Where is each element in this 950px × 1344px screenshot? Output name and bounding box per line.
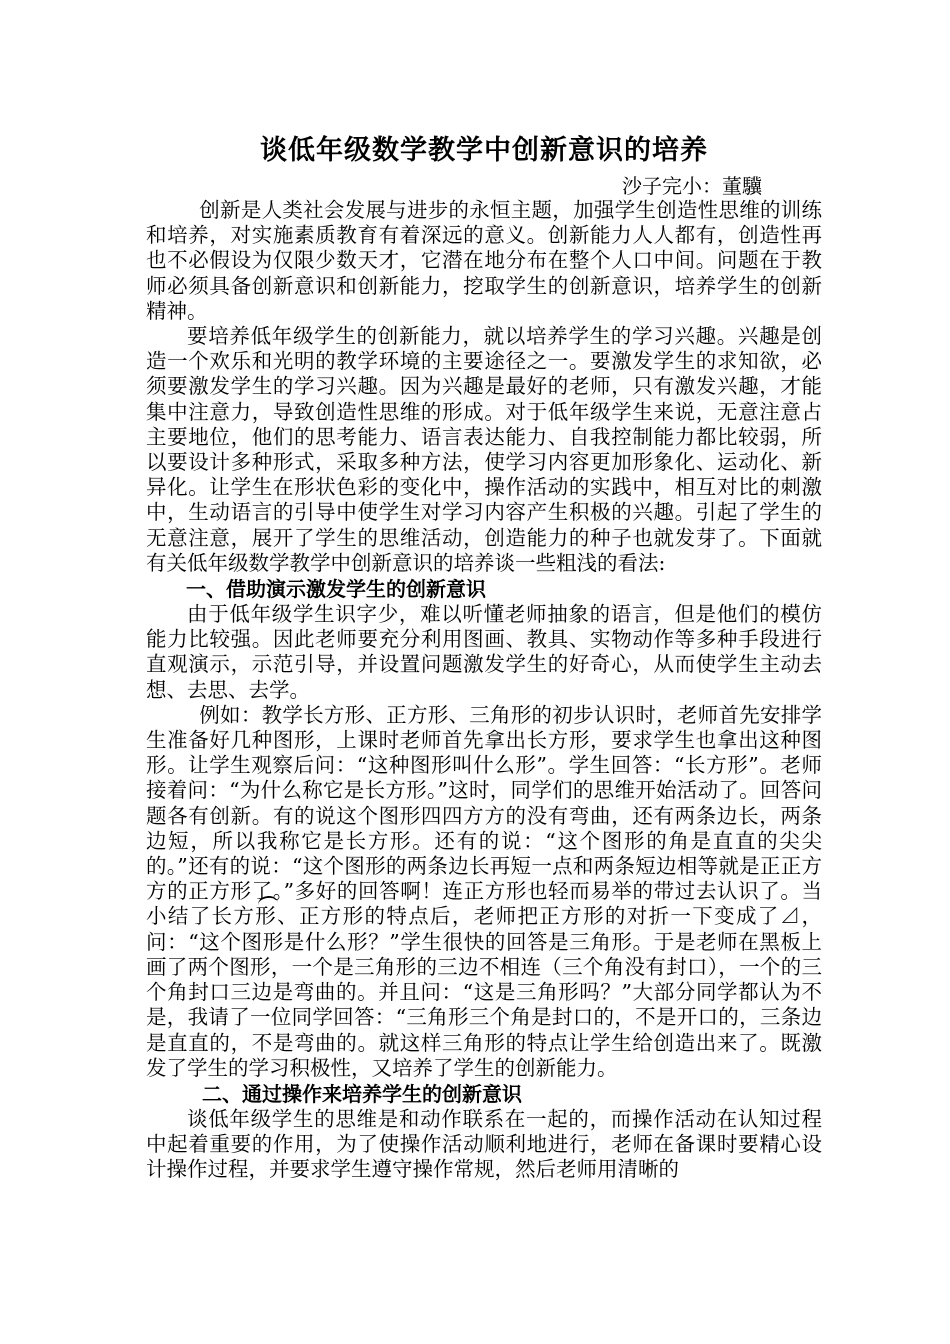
section-heading-1: 一、借助演示激发学生的创新意识 [186,577,486,602]
section-heading-2: 二、通过操作来培养学生的创新意识 [202,1081,522,1106]
paragraph-interest: 要培养低年级学生的创新能力，就以培养学生的学习兴趣。兴趣是创造一个欢乐和光明的教学环境的主要途径之一。要激发学生的求知欲，必须要激发学生的学习兴趣。因为兴趣是最好的老师，只有激发兴趣，才能集中注意力，导致创造性思维的形成。对于低年级学生来说，无意注意占主要地位，他们的思考能力、语言表达能力、自我控制能力都比较弱，所以要设计多种形式，采取多种方法，使学习内容更加形象化、运动化、新异化。让学生在形状色彩的变化中，操作活动的实践中，相互对比的刺激中，生动语言的引导中使学生对学习内容产生积极的兴趣。引起了学生的无意注意，展开了学生的思维活动，创造能力的种子也就发芽了。下面就有关低年级数学教学中创新意识的培养谈一些粗浅的看法: [146,324,822,575]
paragraph-intro: 创新是人类社会发展与进步的永恒主题，加强学生创造性思维的训练和培养，对实施素质教育有着深远的意义。创新能力人人都有，创造性再也不必假设为仅限少数天才，它潜在地分布在整个人口中间。问题在于教师必须具备创新意识和创新能力，挖取学生的创新意识，培养学生的创新精神。 [146,198,822,323]
paragraph-demonstration: 由于低年级学生识字少，难以听懂老师抽象的语言，但是他们的模仿能力比较强。因此老师要充分利用图画、教具、实物动作等多种手段进行直观演示，示范引导，并设置问题激发学生的好奇心，从而使学生主动去想、去思、去学。 [146,602,822,702]
document-page [146,128,822,1183]
handwritten-mark [257,895,279,914]
paragraph-operation: 谈低年级学生的思维是和动作联系在一起的，而操作活动在认知过程中起着重要的作用，为了使操作活动顺利地进行，老师在备课时要精心设计操作过程，并要求学生遵守操作常规，然后老师用清晰的 [146,1106,822,1182]
author-line: 沙子完小：董驥 [622,174,762,198]
document-title: 谈低年级数学教学中创新意识的培养 [260,135,708,166]
paragraph-example: 例如：教学长方形、正方形、三角形的初步认识时，老师首先安排学生准备好几种图形，上课时老师首先拿出长方形，要求学生也拿出这种图形。让学生观察后问：“这种图形叫什么形”。学生回答：“长方形”。老师接着问：“为什么称它是长方形。”这时，同学们的思维开始活动了。回答问题各有创新。有的说这个图形四四方方的没有弯曲，还有两条边长，两条边短，所以我称它是长方形。还有的说：“这个图形的角是直直的尖尖的。”还有的说：“这个图形的两条边长再短一点和两条短边相等就是正正方方的正方形了。”多好的回答啊！连正方形也轻而易举的带过去认识了。当小结了长方形、正方形的特点后，老师把正方形的对折一下变成了⊿，问：“这个图形是什么形？”学生很快的回答是三角形。于是老师在黑板上画了两个图形，一个是三角形的三边不相连（三个角没有封口），一个的三个角封口三边是弯曲的。并且问：“这是三角形吗？”大部分同学都认为不是，我请了一位同学回答：“三角形三个角是封口的，不是开口的，三条边是直直的，不是弯曲的。就这样三角形的特点让学生给创造出来了。既激发了学生的学习积极性，又培养了学生的创新能力。 [146,702,822,1080]
